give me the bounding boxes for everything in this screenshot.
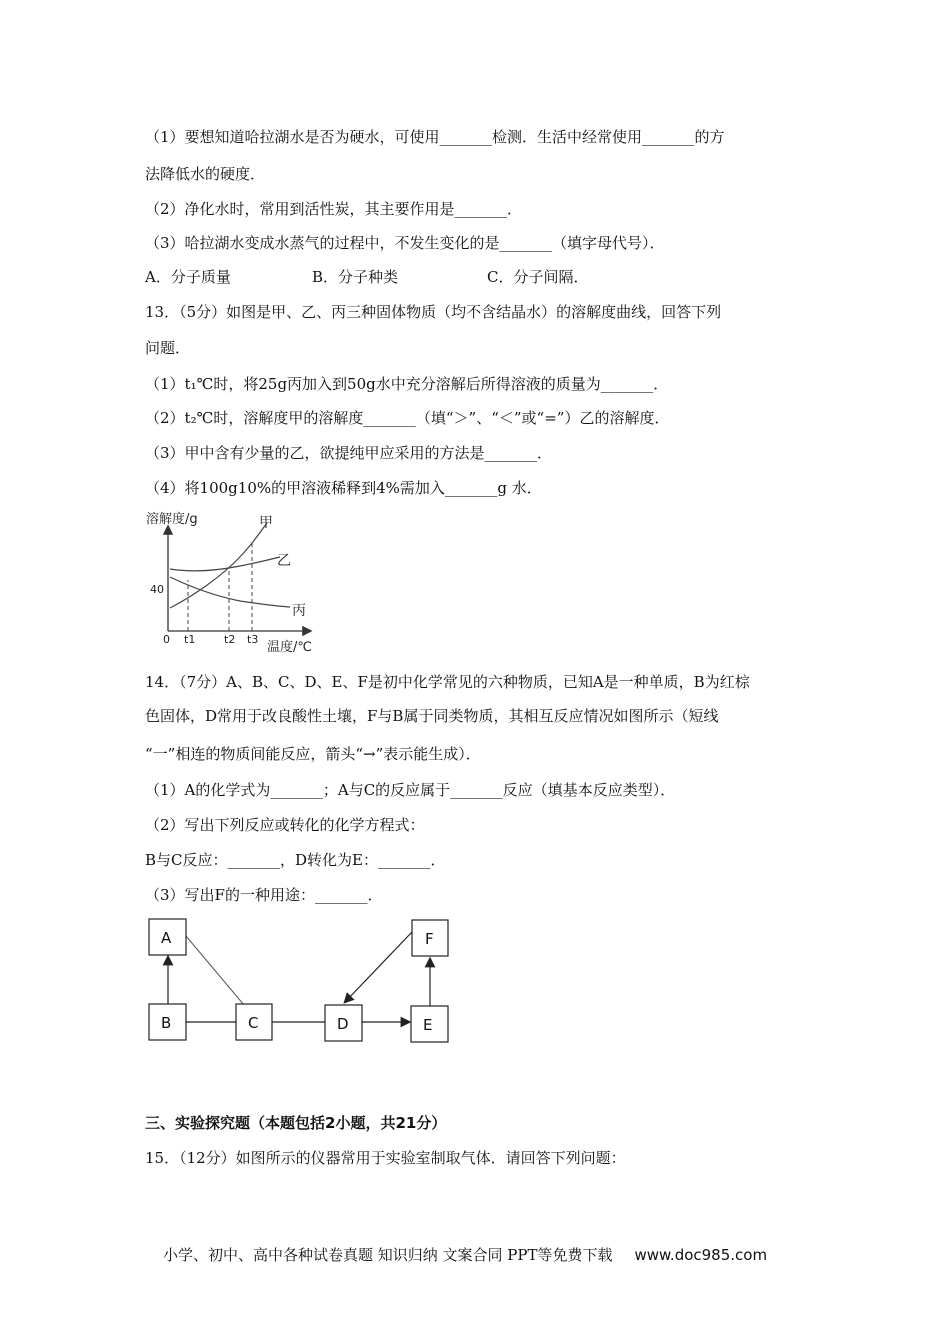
arrow-f-to-d — [345, 932, 412, 1002]
series-label-yi: 乙 — [277, 553, 291, 569]
series-label-jia: 甲 — [259, 515, 273, 531]
q13-part3: （3）甲中含有少量的乙，欲提纯甲应采用的方法是_______． — [145, 444, 553, 462]
y-tick-40: 40 — [150, 583, 164, 596]
q13-part2: （2）t₂℃时，溶解度甲的溶解度_______（填“＞”、“＜”或“=”）乙的溶解度． — [145, 409, 670, 427]
q14-part1: （1）A的化学式为_______；A与C的反应属于_______反应（填基本反应类型）． — [145, 781, 676, 799]
y-axis-label: 溶解度/g — [146, 512, 198, 527]
q12-part3: （3）哈拉湖水变成水蒸气的过程中，不发生变化的是_______（填字母代号）． — [145, 234, 665, 252]
box-e-label: E — [423, 1016, 433, 1034]
relationship-diagram — [140, 910, 470, 1045]
q14-stem-line2: 色固体，D常用于改良酸性土壤，F与B属于同类物质，其相互反应情况如图所示（短线 — [145, 707, 719, 725]
q15-stem: 15．（12分）如图所示的仪器常用于实验室制取气体．请回答下列问题： — [145, 1149, 626, 1167]
q12-part1-line2: 法降低水的硬度． — [145, 165, 266, 183]
q12-option-c: C．分子间隔． — [487, 268, 589, 286]
q13-part4: （4）将100g10%的甲溶液稀释到4%需加入_______g 水． — [145, 479, 542, 497]
q12-part1-line1: （1）要想知道哈拉湖水是否为硬水，可使用_______检测．生活中经常使用_______的方 — [145, 128, 725, 146]
x-tick-t3: t3 — [247, 633, 259, 646]
series-label-bing: 丙 — [292, 603, 306, 619]
q14-part2: （2）写出下列反应或转化的化学方程式： — [145, 816, 425, 834]
q12-part2: （2）净化水时，常用到活性炭，其主要作用是_______． — [145, 200, 523, 218]
box-b-label: B — [161, 1014, 172, 1032]
q13-part1: （1）t₁℃时，将25g丙加入到50g水中充分溶解后所得溶液的质量为_______． — [145, 375, 669, 393]
box-a-label: A — [161, 929, 172, 947]
box-f-label: F — [425, 930, 434, 948]
q13-stem-line2: 问题． — [145, 339, 191, 357]
x-tick-t2: t2 — [224, 633, 236, 646]
curve-yi — [170, 557, 280, 571]
footer-text: 小学、初中、高中各种试卷真题 知识归纳 文案合同 PPT等免费下载 — [163, 1246, 613, 1264]
origin-label: 0 — [163, 633, 170, 646]
q14-part3: （3）写出F的一种用途：_______． — [145, 886, 383, 904]
page-footer — [163, 1244, 767, 1265]
x-axis-label: 温度/℃ — [267, 640, 312, 655]
box-d-label: D — [337, 1015, 349, 1033]
q14-stem-line1: 14．（7分）A、B、C、D、E、F是初中化学常见的六种物质，已知A是一种单质，B为红棕 — [145, 673, 750, 691]
q13-stem-line1: 13．（5分）如图是甲、乙、丙三种固体物质（均不含结晶水）的溶解度曲线，回答下列 — [145, 303, 722, 321]
box-c-label: C — [248, 1014, 259, 1032]
q14-part2-equations: B与C反应：_______，D转化为E：_______． — [145, 851, 446, 869]
link-a-c — [186, 936, 244, 1005]
section-3-title: 三、实验探究题（本题包括2小题，共21分） — [145, 1114, 447, 1132]
footer-url[interactable]: www.doc985.com — [634, 1246, 768, 1264]
q14-stem-line3: “一”相连的物质间能反应，箭头“→”表示能生成）． — [145, 745, 481, 763]
x-tick-t1: t1 — [184, 633, 196, 646]
q12-option-a: A．分子质量 — [145, 268, 231, 286]
solubility-chart — [140, 505, 340, 660]
q12-option-b: B．分子种类 — [312, 268, 399, 286]
